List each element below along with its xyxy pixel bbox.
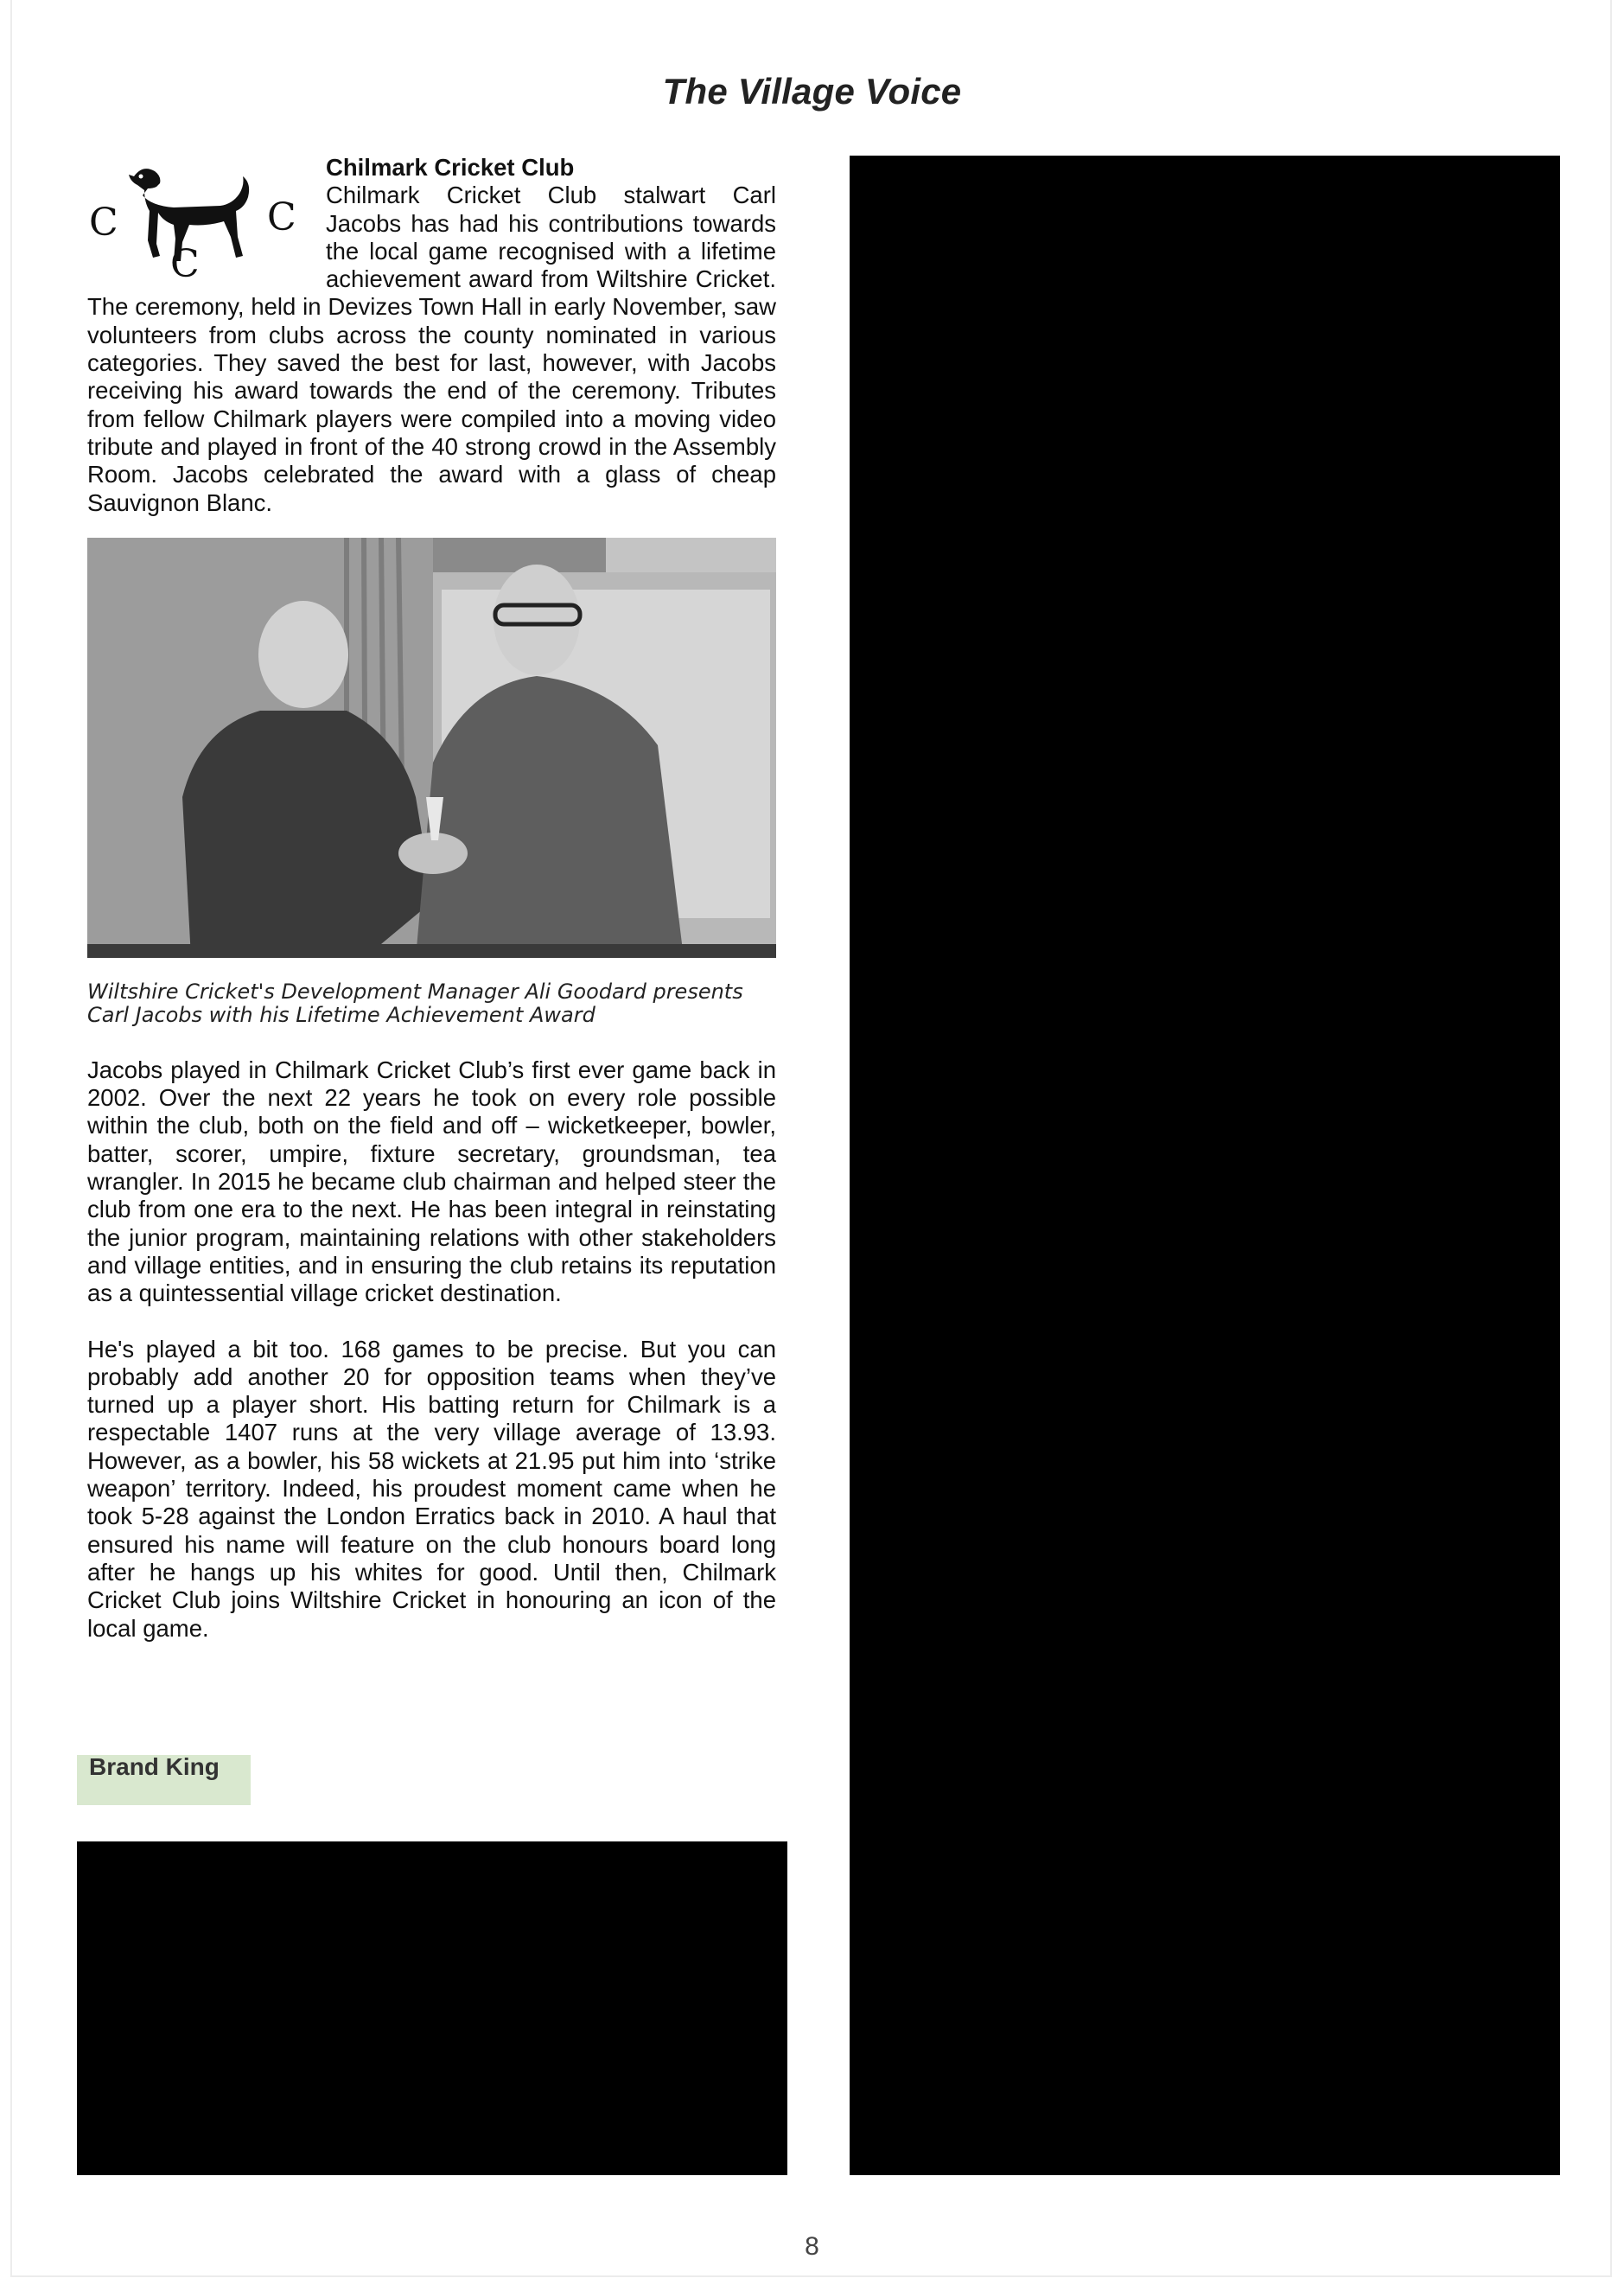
article-paragraph: Jacobs played in Chilmark Cricket Club’s first ever game back in 2002. Over the next 22 years he took on every role possible within the club, both on the field and off – wicketkeeper, bowler, batter, scorer, umpire, fixture secretary, groundsman, tea wrangler. In 2015 he became club chairman and helped steer the club from one era to the next. He has been integral in reinstating the junior program, maintaining relations with other stakeholders and village entities, and in ensuring the club retains its reputation as a quintessential village cricket destination. xyxy=(87,1056,776,1307)
redacted-block-right xyxy=(850,156,1560,2175)
article-paragraph: He's played a bit too. 168 games to be precise. But you can probably add another 20 for opposition teams when they’ve turned up a player short. His batting return for Chilmark is a respectable 1407 runs at the very village average of 13.93. However, as a bowler, his 58 wickets at 21.95 put him into ‘strike weapon’ territory. Indeed, his proudest moment came when he took 5-28 against the London Erratics back in 2010. A haul that ensured his name will feature on the club honours board long after he hangs up his whites for good. Until then, Chilmark Cricket Club joins Wiltshire Cricket in honouring an icon of the local game. xyxy=(87,1335,776,1642)
redacted-block-left xyxy=(77,1841,787,2175)
award-photo xyxy=(87,538,776,958)
logo-letter-bottom: C xyxy=(170,242,200,286)
club-dog-logo xyxy=(84,159,309,289)
article-column xyxy=(87,154,776,1643)
article-title: Chilmark Cricket Club xyxy=(326,154,575,181)
photo-caption: Wiltshire Cricket's Development Manager Ali Goodard presents Carl Jacobs with his Lifetime Achievement Award xyxy=(87,979,743,1027)
article-intro: Chilmark Cricket Club stalwart Carl Jacobs has had his contributions towards the local game recognised with a lifetime achievement award from Wiltshire Cricket. The ceremony, held in Devizes Town Hall in early November, saw volunteers from clubs across the county nominated in various categories. They saved the best for last, however, with Jacobs receiving his award towards the end of the ceremony. Tributes from fellow Chilmark players were compiled into a moving video tribute and played in front of the 40 strong crowd in the Assembly Room. Jacobs celebrated the award with a glass of cheap Sauvignon Blanc. xyxy=(87,182,776,516)
page-number: 8 xyxy=(805,2232,819,2261)
logo-letter-left: C xyxy=(89,201,118,245)
logo-letter-right: C xyxy=(267,195,296,239)
article-byline: Brand King xyxy=(89,1753,220,1780)
masthead-title: The Village Voice xyxy=(662,71,962,112)
